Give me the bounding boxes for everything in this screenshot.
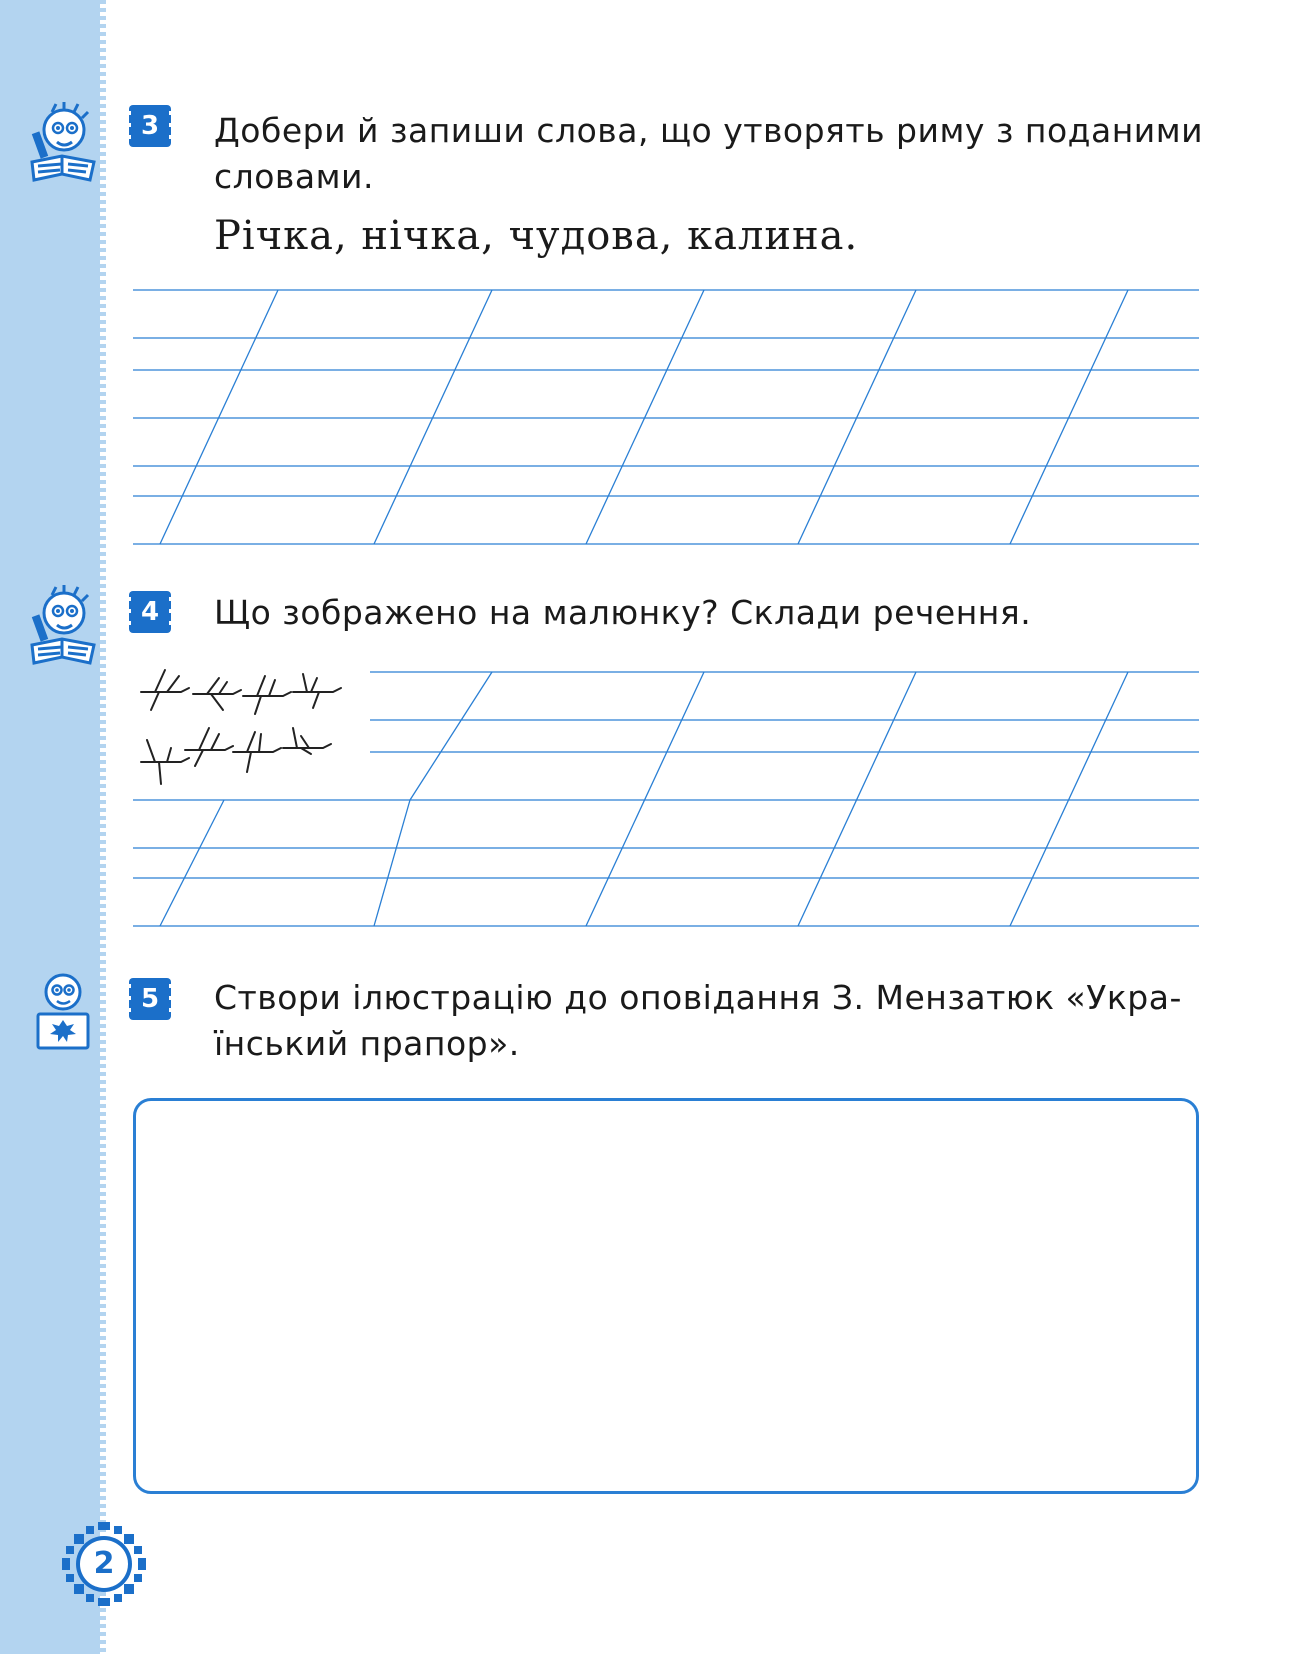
side-strip-edge	[100, 0, 106, 1654]
task-3-text	[214, 108, 1214, 200]
task-5-number: 5	[140, 984, 160, 1014]
task-5-text-line1: Створи ілюстрацію до оповідання З. Мензатюк «Укра-	[214, 978, 1182, 1017]
side-strip	[0, 0, 100, 1654]
task-5-text-line2: їнський прапор».	[214, 1024, 520, 1063]
task-3-badge	[127, 103, 173, 149]
task-3-text-line2: словами.	[214, 157, 374, 196]
rhyme-words: Річка, нічка, чудова, калина.	[214, 213, 859, 259]
task-3-text-line1: Добери й запиши слова, що утворять риму з поданими	[214, 111, 1204, 150]
boy-writing-icon	[22, 585, 102, 667]
boy-drawing-icon	[30, 970, 96, 1052]
flying-cranes-icon	[133, 660, 353, 800]
task-5-text	[214, 975, 1214, 1067]
task-4-number: 4	[140, 597, 160, 627]
task-4-text: Що зображено на малюнку? Склади речення.	[214, 593, 1032, 632]
boy-writing-icon	[22, 102, 102, 184]
page-number-badge	[62, 1522, 146, 1606]
page-number: 2	[93, 1546, 115, 1581]
task-4-badge	[127, 589, 173, 635]
task-3-number: 3	[140, 111, 160, 141]
task-5-badge	[127, 976, 173, 1022]
illustration-drawing-area[interactable]	[133, 1098, 1199, 1494]
